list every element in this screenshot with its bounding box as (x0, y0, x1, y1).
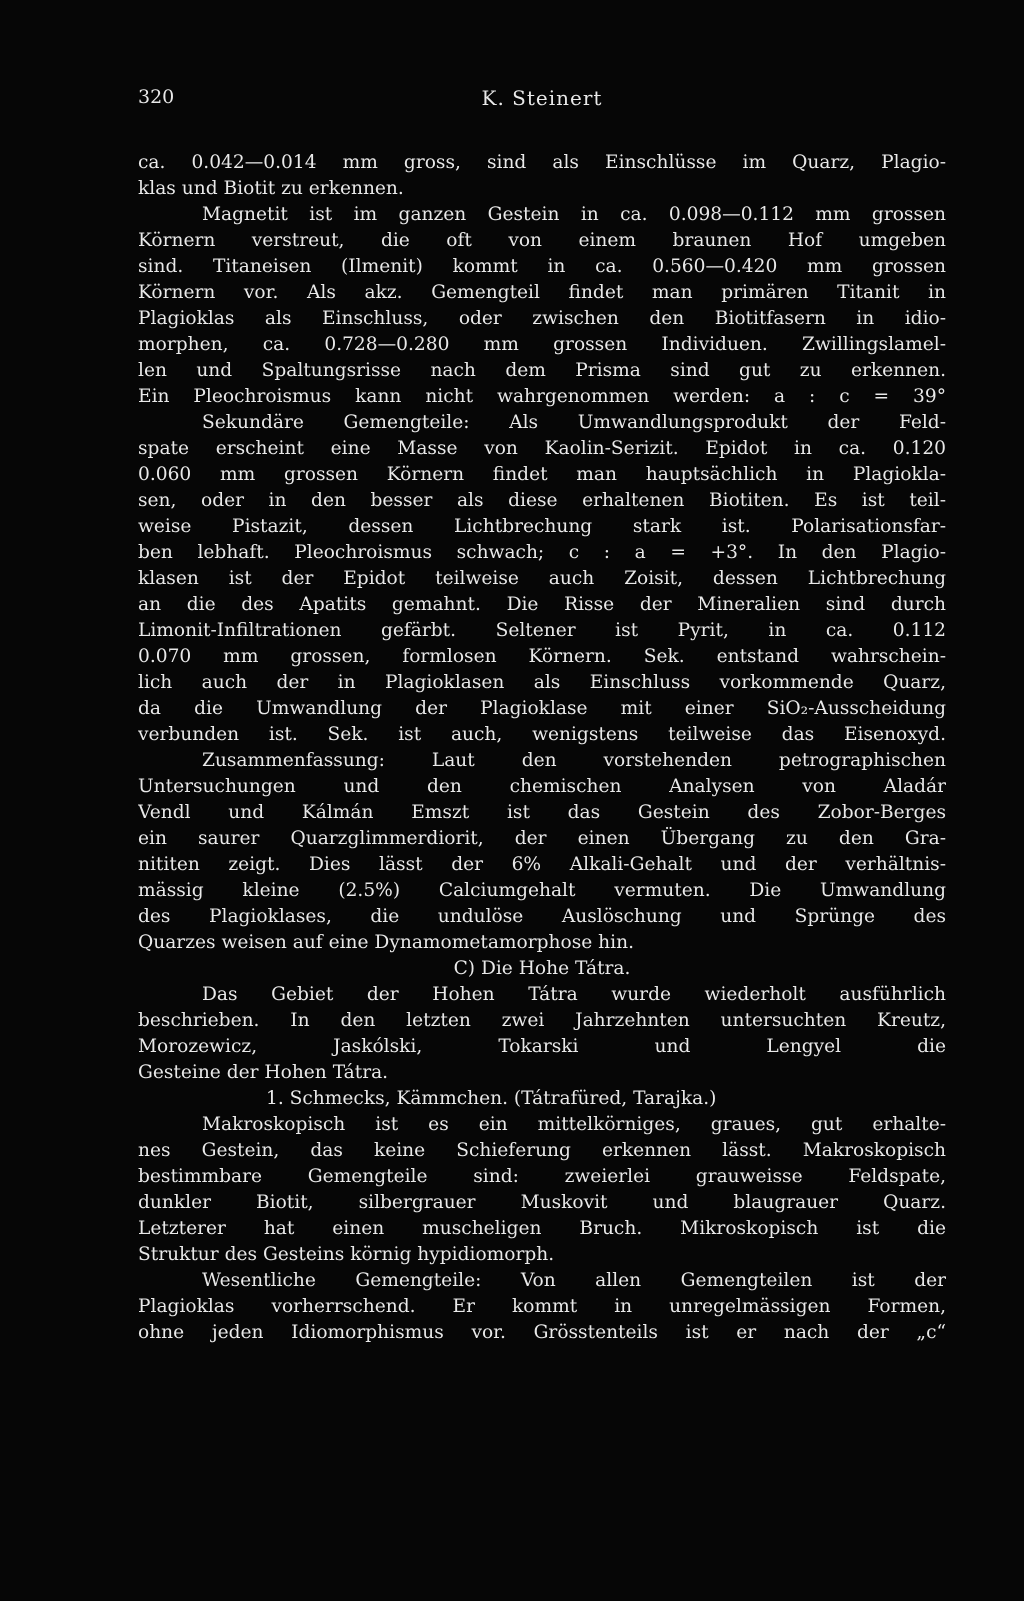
text-line: Letzterer hat einen muscheligen Bruch. Mikroskopisch ist die (138, 1218, 946, 1239)
text-line: ein saurer Quarzglimmerdiorit, der einen Übergang zu den Gra- (138, 828, 946, 849)
text-line: nes Gestein, das keine Schieferung erkennen lässt. Makroskopisch (138, 1140, 946, 1161)
text-line: Untersuchungen und den chemischen Analysen von Aladár (138, 776, 946, 797)
text-line: Vendl und Kálmán Emszt ist das Gestein des Zobor-Berges (138, 802, 946, 823)
text-line: sen, oder in den besser als diese erhaltenen Biotiten. Es ist teil- (138, 490, 946, 511)
text-line: nititen zeigt. Dies lässt der 6% Alkali-Gehalt und der verhältnis- (138, 854, 946, 875)
text-line: Wesentliche Gemengteile: Von allen Gemengteilen ist der (202, 1270, 946, 1291)
text-line: spate erscheint eine Masse von Kaolin-Serizit. Epidot in ca. 0.120 (138, 438, 946, 459)
text-line: bestimmbare Gemengteile sind: zweierlei grauweisse Feldspate, (138, 1166, 946, 1187)
text-line: Limonit-Infiltrationen gefärbt. Seltener ist Pyrit, in ca. 0.112 (138, 620, 946, 641)
text-line: dunkler Biotit, silbergrauer Muskovit und blaugrauer Quarz. (138, 1192, 946, 1213)
text-line: klasen ist der Epidot teilweise auch Zoisit, dessen Lichtbrechung (138, 568, 946, 589)
text-line: morphen, ca. 0.728—0.280 mm grossen Individuen. Zwillingslamel- (138, 334, 946, 355)
text-line: Struktur des Gesteins körnig hypidiomorph. (138, 1244, 555, 1265)
text-line: mässig kleine (2.5%) Calciumgehalt vermuten. Die Umwandlung (138, 880, 946, 901)
text-line: 0.060 mm grossen Körnern findet man hauptsächlich in Plagiokla- (138, 464, 946, 485)
text-line: sind. Titaneisen (Ilmenit) kommt in ca. 0.560—0.420 mm grossen (138, 256, 946, 277)
text-line: Gesteine der Hohen Tátra. (138, 1062, 389, 1083)
text-line: 1. Schmecks, Kämmchen. (Tátrafüred, Tarajka.) (266, 1088, 717, 1109)
text-line: lich auch der in Plagioklasen als Einschluss vorkommende Quarz, (138, 672, 946, 693)
text-line: Zusammenfassung: Laut den vorstehenden petrographischen (202, 750, 946, 771)
text-line: ca. 0.042—0.014 mm gross, sind als Einschlüsse im Quarz, Plagio- (138, 152, 946, 173)
text-line: verbunden ist. Sek. ist auch, wenigstens teilweise das Eisenoxyd. (138, 724, 946, 745)
text-line: Makroskopisch ist es ein mittelkörniges, graues, gut erhalte- (202, 1114, 946, 1135)
text-line: an die des Apatits gemahnt. Die Risse der Mineralien sind durch (138, 594, 946, 615)
text-line: Plagioklas vorherrschend. Er kommt in unregelmässigen Formen, (138, 1296, 946, 1317)
text-line: beschrieben. In den letzten zwei Jahrzehnten untersuchten Kreutz, (138, 1010, 946, 1031)
text-line: Körnern verstreut, die oft von einem braunen Hof umgeben (138, 230, 946, 251)
page-number: 320 (138, 86, 175, 108)
body-text (138, 150, 946, 1346)
running-title: K. Steinert (481, 86, 603, 110)
text-line: len und Spaltungsrisse nach dem Prisma sind gut zu erkennen. (138, 360, 946, 381)
text-line: C) Die Hohe Tátra. (453, 958, 631, 979)
text-line: Körnern vor. Als akz. Gemengteil findet man primären Titanit in (138, 282, 946, 303)
text-line: Das Gebiet der Hohen Tátra wurde wiederholt ausführlich (202, 984, 946, 1005)
text-line: Quarzes weisen auf eine Dynamometamorphose hin. (138, 932, 634, 953)
page-header (138, 86, 946, 116)
text-line: Plagioklas als Einschluss, oder zwischen den Biotitfasern in idio- (138, 308, 946, 329)
text-line: da die Umwandlung der Plagioklase mit einer SiO₂-Ausscheidung (138, 698, 946, 719)
text-line: klas und Biotit zu erkennen. (138, 178, 404, 199)
text-line: Sekundäre Gemengteile: Als Umwandlungsprodukt der Feld- (202, 412, 946, 433)
text-line: Magnetit ist im ganzen Gestein in ca. 0.098—0.112 mm grossen (202, 204, 946, 225)
text-line: Ein Pleochroismus kann nicht wahrgenommen werden: a : c = 39° (138, 386, 946, 407)
text-line: ben lebhaft. Pleochroismus schwach; c : a = +3°. In den Plagio- (138, 542, 946, 563)
text-line: ohne jeden Idiomorphismus vor. Grösstenteils ist er nach der „c“ (138, 1322, 946, 1343)
text-line: Morozewicz, Jaskólski, Tokarski und Lengyel die (138, 1036, 946, 1057)
text-line: weise Pistazit, dessen Lichtbrechung stark ist. Polarisationsfar- (138, 516, 946, 537)
text-line: des Plagioklases, die undulöse Auslöschung und Sprünge des (138, 906, 946, 927)
text-line: 0.070 mm grossen, formlosen Körnern. Sek. entstand wahrschein- (138, 646, 946, 667)
